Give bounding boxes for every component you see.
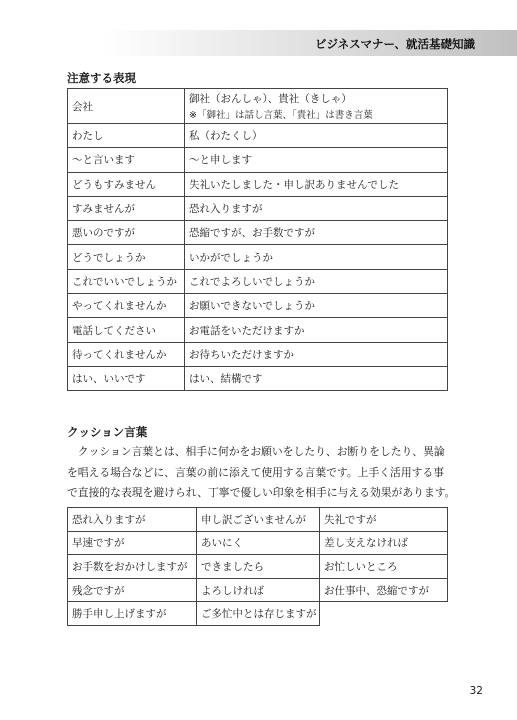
empty-cell	[320, 602, 448, 626]
table-row	[68, 508, 448, 532]
casual-expression: どうでしょうか	[68, 245, 185, 269]
paragraph-line: クッション言葉とは、相手に何かをお願いをしたり、お断りをしたり、異論	[67, 445, 445, 458]
polite-expression: 失礼いたしました・申し訳ありませんでした	[185, 172, 448, 196]
table-row	[68, 531, 448, 555]
table-row	[68, 555, 448, 579]
cushion-word: 申し訳ございませんが	[197, 508, 320, 532]
table-row	[68, 89, 448, 124]
polite-expression-cell	[185, 89, 448, 124]
cushion-word: お忙しいところ	[320, 555, 448, 579]
cushion-word: できましたら	[197, 555, 320, 579]
table-row	[68, 318, 448, 342]
section-title-cushion: クッション言葉	[67, 425, 148, 439]
cushion-word: お手数をおかけしますが	[68, 555, 197, 579]
table-row	[68, 245, 448, 269]
table-row	[68, 342, 448, 366]
expression-table	[67, 88, 448, 391]
casual-expression: はい、いいです	[68, 366, 185, 390]
table-row	[68, 124, 448, 148]
table-row	[68, 196, 448, 220]
polite-expression: 恐れ入りますが	[185, 196, 448, 220]
table-row	[68, 602, 448, 626]
cushion-words-table	[67, 507, 448, 626]
polite-expression: 〜と申します	[185, 148, 448, 172]
cushion-word: 残念ですが	[68, 578, 197, 602]
cushion-word: あいにく	[197, 531, 320, 555]
casual-expression: わたし	[68, 124, 185, 148]
table-row	[68, 172, 448, 196]
polite-expression: 私（わたくし）	[185, 124, 448, 148]
cushion-word: 勝手申し上げますが	[68, 602, 197, 626]
polite-expression: お待ちいただけますか	[185, 342, 448, 366]
cushion-word: よろしければ	[197, 578, 320, 602]
cushion-paragraph	[67, 442, 456, 504]
cushion-word: お仕事中、恐縮ですが	[320, 578, 448, 602]
header-title: ビジネスマナー、就活基礎知識	[315, 37, 475, 51]
casual-expression: これでいいでしょうか	[68, 269, 185, 293]
table-row	[68, 366, 448, 390]
cushion-word: 恐れ入りますが	[68, 508, 197, 532]
paragraph-line: で直接的な表現を避けられ、丁寧で優しい印象を相手に与える効果があります。	[67, 486, 456, 499]
polite-expression: はい、結構です	[185, 366, 448, 390]
casual-expression: どうもすみません	[68, 172, 185, 196]
casual-expression: 悪いのですが	[68, 221, 185, 245]
page-number: 32	[469, 685, 483, 697]
casual-expression: やってくれませんか	[68, 294, 185, 318]
cushion-word: ご多忙中とは存じますが	[197, 602, 320, 626]
polite-expression: これでよろしいでしょうか	[185, 269, 448, 293]
polite-expression: お願いできないでしょうか	[185, 294, 448, 318]
usage-note: ※「御社」は話し言葉、「貴社」は書き言葉	[189, 110, 373, 121]
table-row	[68, 148, 448, 172]
table-row	[68, 578, 448, 602]
cushion-word: 失礼ですが	[320, 508, 448, 532]
casual-expression: すみませんが	[68, 196, 185, 220]
casual-expression: 電話してください	[68, 318, 185, 342]
casual-expression: 会社	[68, 89, 185, 124]
polite-expression: 恐縮ですが、お手数ですが	[185, 221, 448, 245]
polite-expression: 御社（おんしゃ）、貴社（きしゃ）	[189, 93, 352, 105]
table-row	[68, 269, 448, 293]
polite-expression: お電話をいただけますか	[185, 318, 448, 342]
casual-expression: 待ってくれませんか	[68, 342, 185, 366]
paragraph-line: を唱える場合などに、言葉の前に添えて使用する言葉です。上手く活用する事	[67, 465, 445, 479]
cushion-word: 早速ですが	[68, 531, 197, 555]
table-row	[68, 294, 448, 318]
table-row	[68, 221, 448, 245]
casual-expression: 〜と言います	[68, 148, 185, 172]
section-title-caution: 注意する表現	[67, 71, 136, 85]
cushion-word: 差し支えなければ	[320, 531, 448, 555]
polite-expression: いかがでしょうか	[185, 245, 448, 269]
